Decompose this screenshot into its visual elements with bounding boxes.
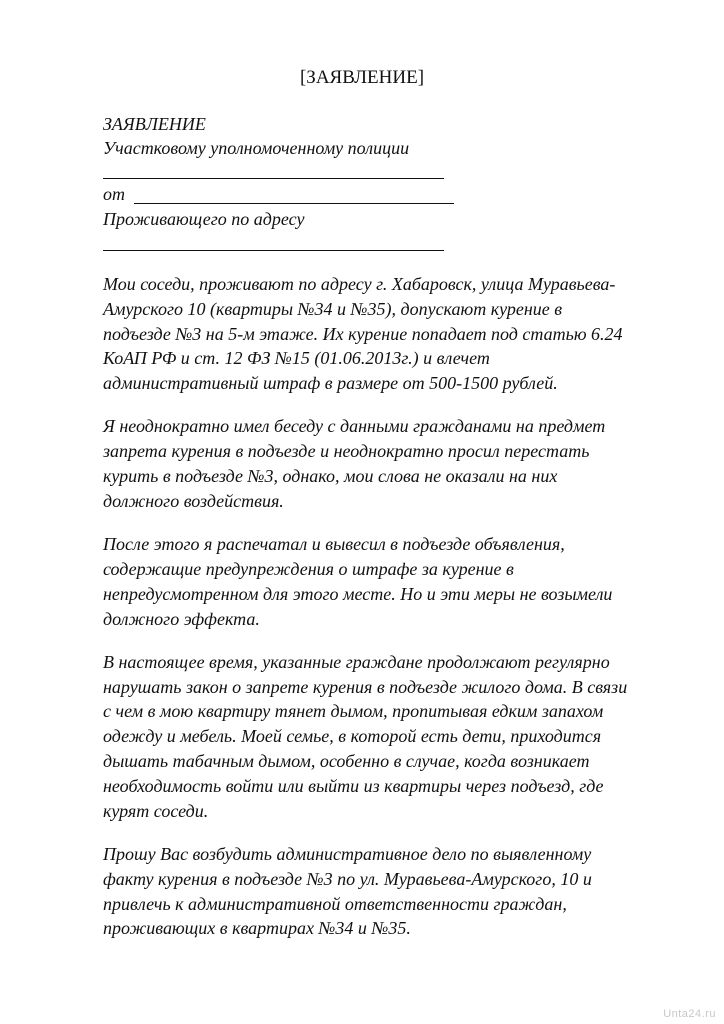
paragraph-request (103, 842, 673, 941)
text-line: нарушать закон о запрете курения в подъезде жилого дома. В связи (103, 676, 628, 697)
from-label: от (103, 184, 125, 204)
paragraph-notices (103, 532, 673, 631)
address-blank-line (103, 250, 444, 251)
header-label: ЗАЯВЛЕНИЕ (103, 114, 206, 134)
paragraph-violation (103, 272, 673, 396)
recipient-line: Участковому уполномоченному полиции (103, 138, 410, 158)
text-line: После этого я распечатал и вывесил в подъезде объявления, (103, 534, 565, 555)
text-line: должного воздействия. (103, 490, 284, 511)
text-line: Мои соседи, проживают по адресу г. Хабаровск, улица Муравьева- (103, 274, 616, 294)
text-line: одежду и мебель. Моей семье, в которой есть дети, приходится (103, 726, 602, 747)
from-blank-line (134, 203, 454, 204)
text-line: необходимость войти или выйти из квартиры через подъезд, где (103, 775, 604, 796)
text-line: Прошу Вас возбудить административное дело по выявленному (103, 843, 592, 864)
address-label: Проживающего по адресу (103, 209, 305, 229)
text-line: Амурского 10 (квартиры №34 и №35), допускают курение в (103, 298, 563, 319)
text-line: факту курения в подъезде №3 по ул. Муравьева-Амурского, 10 и (103, 868, 592, 889)
text-line: административный штраф в размере от 500-1500 рублей. (103, 373, 558, 394)
text-line: должного эффекта. (103, 608, 260, 629)
text-line: курят соседи. (103, 800, 209, 821)
document-title: [ЗАЯВЛЕНИЕ] (299, 67, 425, 88)
paragraph-conversations (103, 414, 673, 513)
text-line: запрета курения в подъезде и неоднократно просил перестать (103, 441, 590, 462)
text-line: КоАП РФ и ст. 12 ФЗ №15 (01.06.2013г.) и влечет (103, 348, 490, 369)
document-body (103, 272, 673, 960)
site-watermark: Unta24.ru (663, 1008, 716, 1020)
text-line: привлечь к административной ответственности граждан, (103, 893, 567, 914)
text-line: непредусмотренном для этого месте. Но и эти меры не возымели (103, 583, 613, 604)
text-line: дышать табачным дымом, особенно в случае, когда возникает (103, 751, 590, 772)
recipient-blank-line (103, 178, 444, 179)
text-line: В настоящее время, указанные граждане продолжают регулярно (103, 651, 610, 672)
text-line: курить в подъезде №3, однако, мои слова не оказали на них (103, 466, 558, 487)
text-line: Я неоднократно имел беседу с данными гражданами на предмет (103, 416, 606, 437)
text-line: подъезде №3 на 5-м этаже. Их курение попадает под статью 6.24 (103, 323, 623, 344)
text-line: содержащие предупреждения о штрафе за курение в (103, 558, 514, 579)
text-line: с чем в мою квартиру тянет дымом, пропитывая едким запахом (103, 701, 604, 722)
paragraph-current-situation (103, 650, 673, 824)
text-line: проживающих в квартирах №34 и №35. (103, 918, 411, 939)
